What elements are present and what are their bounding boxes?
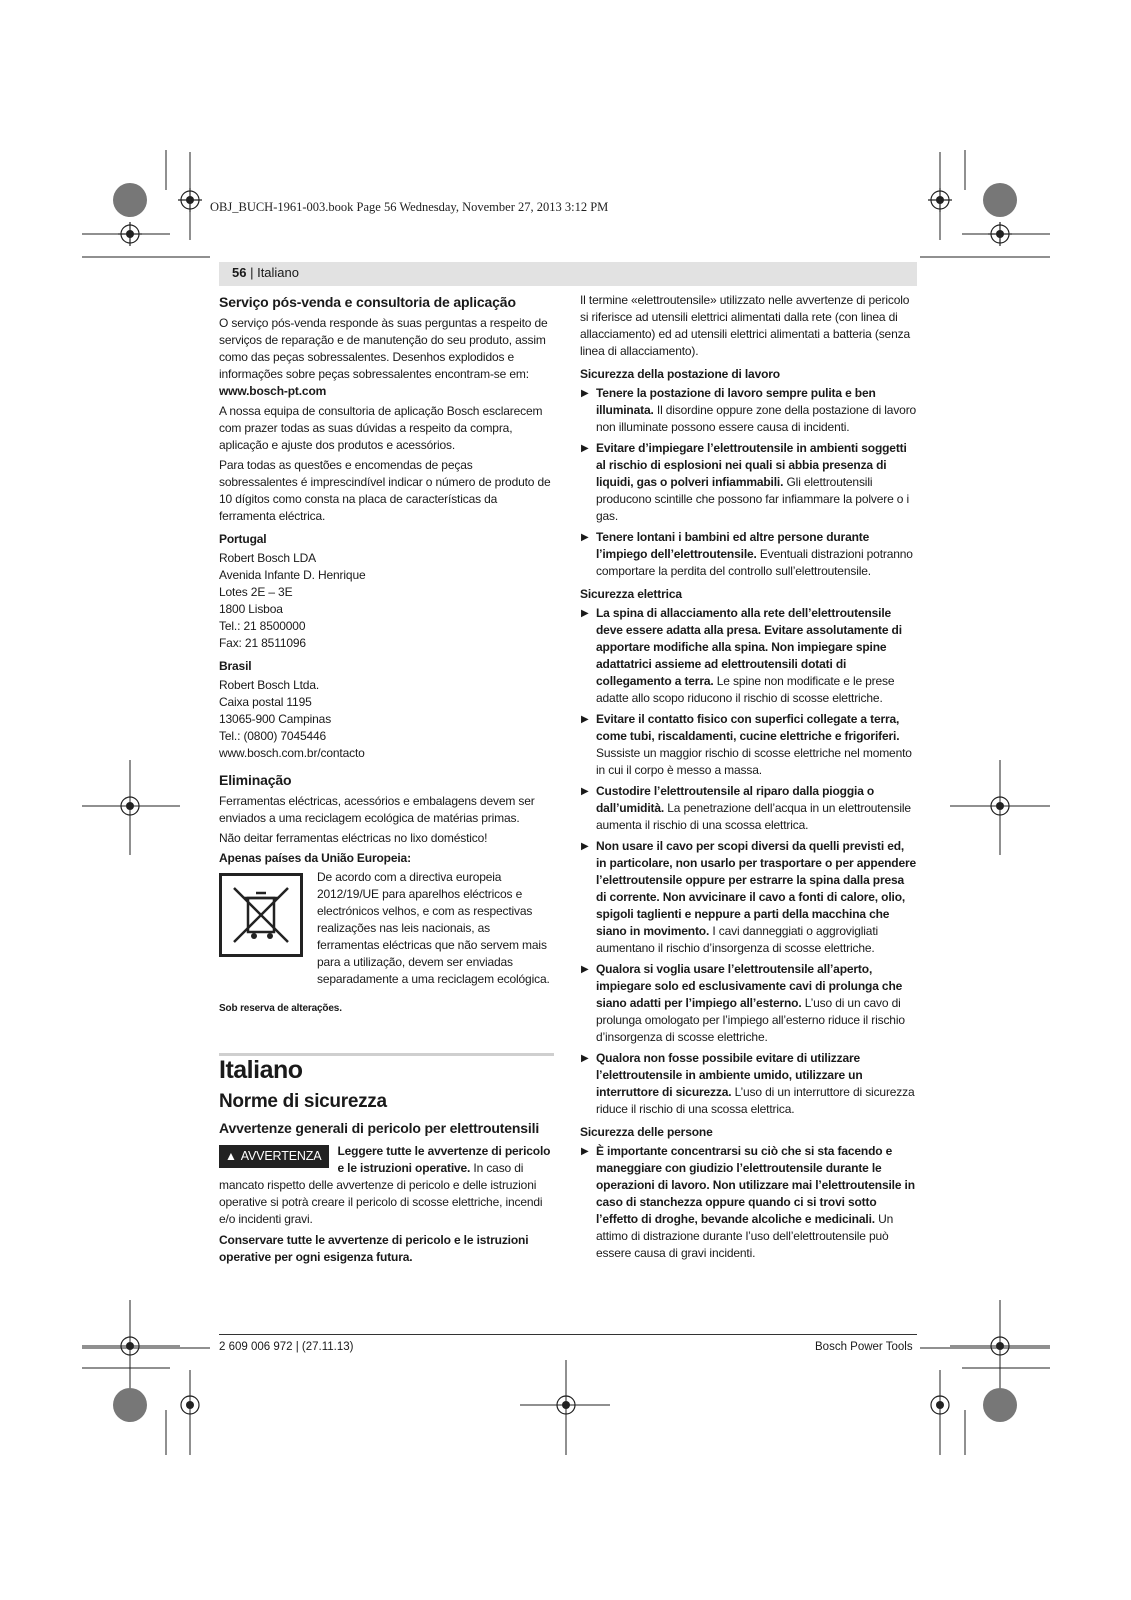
reserve-note: Sob reserva de alterações. — [219, 1003, 342, 1014]
portugal-address: Robert Bosch LDA Avenida Infante D. Henrique Lotes 2E – 3E 1800 Lisboa Tel.: 21 8500000 Fax: 21 8511096 — [219, 551, 366, 650]
bullet-arrow-icon: ▶ — [581, 443, 589, 454]
list-item: ▶ Custodire l’elettroutensile al riparo dalla pioggia o dall’umidità. La penetrazione dell’acqua in un elettroutensile aumenta il rischio di una scossa elettrica. — [581, 784, 911, 832]
footer-rule — [219, 1334, 917, 1335]
left-column — [219, 292, 554, 1269]
bullet-arrow-icon: ▶ — [581, 532, 589, 543]
list-item: ▶ Non usare il cavo per scopi diversi da quelli previsti ed, in particolare, non usarlo per trasportare o per appendere l’elettroutensile oppure per estrarre la spina dalla presa di corrente. Non avvicinare il cavo a fonti di calore, olio, spigoli taglienti e neppure a parti della macchina che siano in movimento. I cavi danneggiati o aggrovigliati aumentano il rischio d’insorgenza di scosse elettriche. — [581, 839, 917, 955]
weee-bin-icon — [219, 873, 303, 957]
language-title: Italiano — [219, 1056, 303, 1084]
bullet-arrow-icon: ▶ — [581, 388, 589, 399]
bullet-arrow-icon: ▶ — [581, 964, 589, 975]
list-item: ▶ Evitare il contatto fisico con superfici collegate a terra, come tubi, riscaldamenti, cucine elettriche e frigoriferi. Sussiste un maggior rischio di scosse elettriche nel momento in cui il corpo è messo a massa. — [581, 712, 912, 777]
service-title: Serviço pós-venda e consultoria de aplicação — [219, 294, 516, 310]
warning-badge: ▲ AVVERTENZA — [219, 1145, 329, 1168]
service-paragraph-3: Para todas as questões e encomendas de peças sobressalentes é imprescindível indicar o número de produto de 10 dígitos como consta na placa de características da ferramenta eléctrica. — [219, 458, 551, 523]
intro-paragraph: Il termine «elettroutensile» utilizzato nelle avvertenze di pericolo si riferisce ad utensili elettrici alimentati dalla rete (con linea di allacciamento) ed ad utensili elettrici alimentati a batteria (senza linea di allacciamento). — [580, 293, 910, 358]
list-item: ▶ Tenere la postazione di lavoro sempre pulita e ben illuminata. Il disordine oppure zone della postazione di lavoro non illuminate possono essere causa di incidenti. — [581, 386, 917, 434]
footer-brand: Bosch Power Tools — [815, 1341, 913, 1353]
persons-title: Sicurezza delle persone — [580, 1125, 713, 1139]
list-item: ▶ Tenere lontani i bambini ed altre persone durante l’impiego dell’elettroutensile. Eventuali distrazioni potranno comportare la perdita del controllo sull’elettroutensile. — [581, 530, 913, 578]
list-item: ▶ È importante concentrarsi su ciò che si sta facendo e maneggiare con giudizio l’elettroutensile durante le operazioni di lavoro. Non utilizzare mai l’elettroutensile in caso di stanchezza oppure quando ci si trovi sotto l’effetto di droghe, bevande alcoliche e medicinali. Un attimo di distrazione durante l’uso dell’elettroutensile può essere causa di gravi incidenti. — [581, 1144, 915, 1260]
bullet-arrow-icon: ▶ — [581, 1146, 589, 1157]
service-paragraph-2: A nossa equipa de consultoria de aplicação Bosch esclarecem com prazer todas as suas dúvidas a respeito da compra, aplicação e ajuste dos produtos e acessórios. — [219, 404, 543, 452]
list-item: ▶ La spina di allacciamento alla rete dell’elettroutensile deve essere adatta alla presa. Evitare assolutamente di apportare modifiche alla spina. Non impiegare spine adattatrici assieme ad elettroutensili dotati di collegamento a terra. Le spine non modificate e le prese adatte allo scopo riducono il rischio di scosse elettriche. — [581, 606, 902, 705]
page-number: 56 — [232, 265, 247, 280]
bullet-arrow-icon: ▶ — [581, 786, 589, 797]
brasil-title: Brasil — [219, 659, 252, 673]
keep-instructions: Conservare tutte le avvertenze di pericolo e le istruzioni operative per ogni esigenza futura. — [219, 1233, 529, 1264]
bullet-arrow-icon: ▶ — [581, 1053, 589, 1064]
page-header: 56 | Italiano — [232, 265, 299, 280]
disposal-paragraph-2: Não deitar ferramentas eléctricas no lixo doméstico! — [219, 831, 488, 845]
electrical-title: Sicurezza elettrica — [580, 587, 682, 601]
page-section: Italiano — [257, 265, 299, 280]
brasil-address: Robert Bosch Ltda. Caixa postal 1195 13065-900 Campinas Tel.: (0800) 7045446 www.bosch.com.br/contacto — [219, 678, 365, 760]
service-paragraph-1: O serviço pós-venda responde às suas perguntas a respeito de serviços de reparação e de manutenção do seu produto, assim como das peças sobressalentes. Desenhos explodidos e informações sobre peças sobressalentes encontram-se em: www.bosch-pt.com — [219, 316, 548, 398]
bullet-arrow-icon: ▶ — [581, 841, 589, 852]
bullet-arrow-icon: ▶ — [581, 608, 589, 619]
disposal-title: Eliminação — [219, 772, 292, 788]
warning-paragraph: ▲ AVVERTENZA Leggere tutte le avvertenze di pericolo e le istruzioni operative. In caso di mancato rispetto delle avvertenze di pericolo e delle istruzioni operative si potrà creare il pericolo di scosse elettriche, incendi e/o incidenti gravi. — [219, 1144, 551, 1226]
disposal-paragraph-1: Ferramentas eléctricas, acessórios e embalagens devem ser enviados a uma reciclagem ecológica de matérias primas. — [219, 794, 535, 825]
bullet-arrow-icon: ▶ — [581, 714, 589, 725]
portugal-title: Portugal — [219, 532, 267, 546]
service-url: www.bosch-pt.com — [219, 384, 327, 398]
footer-doc-number: 2 609 006 972 | (27.11.13) — [219, 1341, 354, 1353]
eu-title: Apenas países da União Europeia: — [219, 851, 411, 865]
file-header: OBJ_BUCH-1961-003.book Page 56 Wednesday, November 27, 2013 3:12 PM — [210, 200, 609, 214]
weee-block — [219, 869, 554, 988]
general-warnings-title: Avvertenze generali di pericolo per elettroutensili — [219, 1120, 540, 1136]
workplace-title: Sicurezza della postazione di lavoro — [580, 367, 780, 381]
eu-text: De acordo com a directiva europeia 2012/19/UE para aparelhos eléctricos e electrónicos velhos, e com as respectivas realizações nas leis nacionais, as ferramentas eléctricas que não servem mais para a utilização, devem ser enviadas separadamente a uma reciclagem ecológica. — [317, 870, 550, 986]
list-item: ▶ Evitare d’impiegare l’elettroutensile in ambienti soggetti al rischio di esplosioni nei quali si abbia presenza di liquidi, gas o polveri infiammabili. Gli elettroutensili producono scintille che possono far infiammare la polvere o i gas. — [581, 441, 910, 523]
right-column — [580, 292, 917, 1266]
list-item: ▶ Qualora non fosse possibile evitare di utilizzare l’elettroutensile in ambiente umido, utilizzare un interruttore di sicurezza. L’uso di un interruttore di sicurezza riduce il rischio di una scossa elettrica. — [581, 1051, 915, 1116]
page-header-bar — [219, 262, 917, 286]
warning-bold: Leggere tutte le avvertenze di pericolo e le istruzioni operative. — [337, 1144, 551, 1175]
warning-triangle-icon: ▲ — [225, 1149, 237, 1163]
list-item: ▶ Qualora si voglia usare l’elettroutensile all’aperto, impiegare solo ed esclusivamente cavi di prolunga che siano adatti per l’impiego all’esterno. L’uso di un cavo di prolunga omologato per l’impiego all’esterno riduce il rischio d’insorgenza di scosse elettriche. — [581, 962, 905, 1044]
safety-title: Norme di sicurezza — [219, 1091, 387, 1112]
